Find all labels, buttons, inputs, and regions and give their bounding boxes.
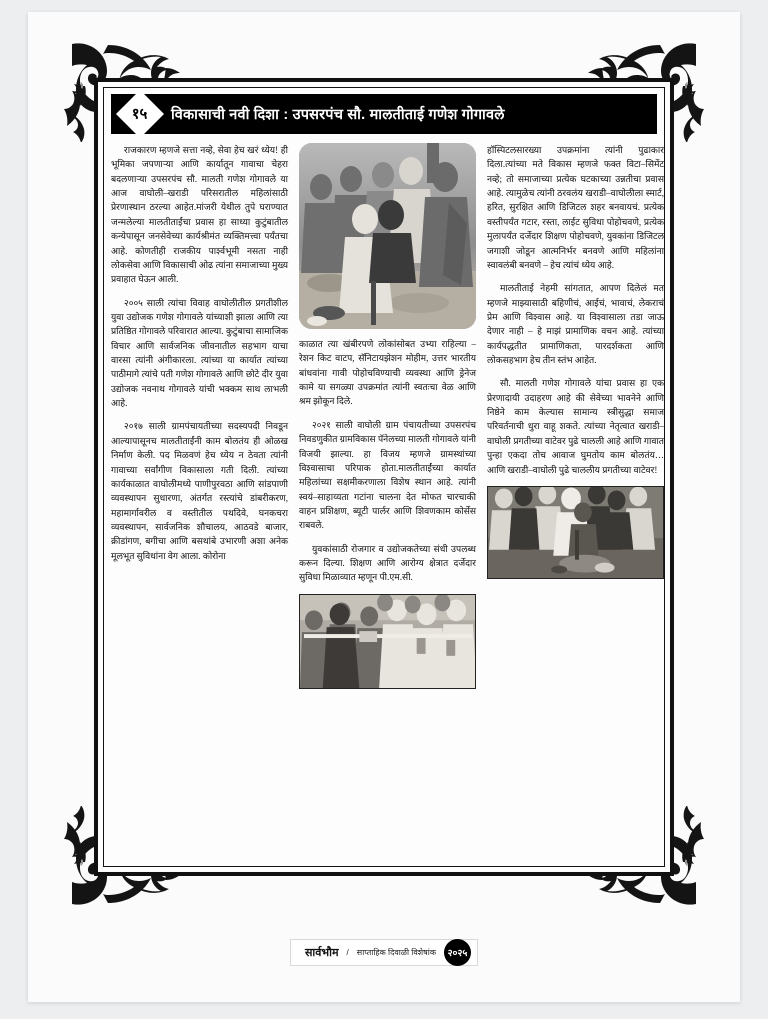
paragraph: युवकांसाठी रोजगार व उद्योजकतेच्या संधी उपलब्ध करून दिल्या. शिक्षण आणि आरोग्य क्षेत्रात दर्जेदार सुविधा मिळाव्यात म्हणून पी.एम.सी. <box>299 543 476 583</box>
footer-plate <box>290 939 478 966</box>
text-column-1 <box>111 143 288 697</box>
paragraph: २०२१ साली वाघोली ग्राम पंचायतीच्या उपसरपंच निवडणुकीत ग्रामविकास पॅनेलच्या मालती गोगावले यांनी विजयी झाल्या. हा विजय म्हणजे ग्रामस्थांच्या विश्वासाचा परिपाक होता.मालतीताईंच्या कार्यात महिलांच्या सक्षमीकरणाला विशेष स्थान आहे. त्यांनी स्वयं–साहाय्यता गटांना चालना देत मोफत चारचाकी वाहन प्रशिक्षण, ब्यूटी पार्लर आणि शिवणकाम कोर्सेस राबवले. <box>299 419 476 531</box>
page-footer <box>28 939 740 966</box>
paragraph: २००५ साली त्यांचा विवाह वाघोलीतील प्रगतीशील युवा उद्योजक गणेश गोगावले यांच्याशी झाला आणि त्या प्रतिष्ठित गोगावले परिवारात आल्या. कुटुंबाचा सामाजिक विचार आणि सार्वजनिक जीवनातील सहभाग याचा वारसा त्यांनी अंगीकारला. त्यांच्या या कार्यात त्यांच्या पाठीमागे त्यांचे पती गणेश गोगावले आणि छोटे दीर युवा उद्योजक नवनाथ गोगावले यांची भक्कम साथ लाभली आहे. <box>111 297 288 409</box>
women-community-event-photo <box>299 143 476 329</box>
article-frame <box>94 78 674 876</box>
footer-year-badge: २०२५ <box>444 939 471 966</box>
paragraph: मालतीताई नेहमी सांगतात, आपण दिलेलं मत म्हणजे माझ्यासाठी बहिणीचं, आईचं, भावाचं, लेकराचं प्रेम आणि विश्वास आहे. या विश्वासाला तडा जाऊ देणार नाही – हे माझं प्रामाणिक वचन आहे. त्यांच्या कार्यपद्धतीत प्रामाणिकता, पारदर्शकता आणि लोकसहभाग हेच तीन स्तंभ आहेत. <box>487 283 664 366</box>
paragraph: सौ. मालती गणेश गोगावले यांचा प्रवास हा एक प्रेरणादायी उदाहरण आहे की सेवेच्या भावनेने आणि निष्ठेने काम केल्यास सामान्य स्त्रीसुद्धा समाज परिवर्तनाची धुरा वाहू शकते. त्यांच्या नेतृत्वात खराडी–वाघोली प्रगतीच्या वाटेवर पुढे चालली आहे आणि गावात पुन्हा एकदा तोच आवाज घुमतोय काम बोलतंय… आणि खराडी–वाघोली पुढे चाललीय प्रगतीच्या वाटेवर! <box>487 378 664 475</box>
paragraph: राजकारण म्हणजे सत्ता नव्हे, सेवा हेच खरं ध्येय! ही भूमिका जपणाऱ्या आणि कार्यातून गावाचा चेहरा बदलणाऱ्या उपसरपंच सौ. मालती गणेश गोगावले या आज वाघोली–खराडी परिसरातील महिलांसाठी प्रेरणास्थान ठरल्या आहेत.मांजरी येथील तुपे घराण्यात जन्मलेल्या मालतीताईंचा प्रवास हा साध्या कुटुंबातील कन्येपासून जनसेवेच्या कार्यश्रीमंत व्यक्तिमत्त्वा पर्यंतचा आहे. कोणतीही राजकीय पार्श्वभूमी नसता नाही लोकसेवा आणि विकासाची ओढ त्यांना समाजाच्या मुख्य प्रवाहात घेऊन आली. <box>111 145 288 285</box>
paragraph: हॉस्पिटलसारख्या उपक्रमांना त्यांनी पुढाकार दिला.त्यांच्या मते विकास म्हणजे फक्त विटा–सिमेंट नव्हे; तो समाजाच्या प्रत्येक घटकाच्या उन्नतीचा प्रवास आहे. त्यामुळेच त्यांनी ठरवलंय खराडी–वाघोलीला स्मार्ट, हरित, सुरक्षित आणि डिजिटल शहर बनवायचं. प्रत्येक वस्तीपर्यंत गटार, रस्ता, लाईट सुविधा पोहोचवणे, प्रत्येक मुलापर्यंत दर्जेदार शिक्षण पोहोचवणे, युवकांना डिजिटल जगाशी जोडून आत्मनिर्भर बनवणे आणि महिलांना स्वावलंबी बनवणे – हेच त्यांचं ध्येय आहे. <box>487 145 664 270</box>
article-header-bar <box>111 94 657 134</box>
article-columns <box>111 143 664 697</box>
footer-brand-name: सार्वभौम <box>304 947 339 959</box>
article-inner <box>103 87 665 867</box>
paragraph: २०१७ साली ग्रामपंचायतीच्या सदस्यपदी निवडून आल्यापासूनच मालतीताईंनी काम बोलतंय ही ओळख निर्माण केली. पद मिळवणं हेच ध्येय न ठेवता त्यांनी गावाच्या सर्वांगीण विकासाला गती दिली. त्यांच्या कार्यकाळात वाघोलीमध्ये पाणीपुरवठा आणि सांडपाणी व्यवस्थापन सुधारणा, अंतर्गत रस्त्यांचे डांबरीकरण, महामार्गावरील व वस्तीतील पथदिवे, घनकचरा व्यवस्थापन, सार्वजनिक शौचालय, आठवडे बाजार, क्रीडांगण, बगीचा आणि बसथांबे उभारणी अशा अनेक मूलभूत सुविधांना वेग आला. कोरोना <box>111 421 288 561</box>
footer-subtitle: साप्ताहिक दिवाळी विशेषांक <box>356 948 436 957</box>
ribbon-cutting-ceremony-photo <box>299 594 476 689</box>
text-column-2 <box>299 143 476 697</box>
paragraph: काळात त्या खंबीरपणे लोकांसोबत उभ्या राहिल्या – रेशन किट वाटप, सॅनिटायझेशन मोहीम, उत्तर भारतीय बांधवांना गावी पोहोचविण्याची व्यवस्था आणि ड्रेनेज कामे या सगळ्या उपक्रमांत त्यांनी स्वतःचा वेळ आणि श्रम झोकून दिले. <box>299 339 476 407</box>
magazine-page <box>28 12 740 1002</box>
groundbreaking-ceremony-photo <box>487 486 664 579</box>
article-title: विकासाची नवी दिशा : उपसरपंच सौ. मालतीताई गणेश गोगावले <box>171 107 505 123</box>
text-column-3 <box>487 143 664 697</box>
page-number-badge <box>116 94 164 134</box>
footer-separator: / <box>346 948 349 957</box>
page-number-label: १५ <box>132 105 148 123</box>
